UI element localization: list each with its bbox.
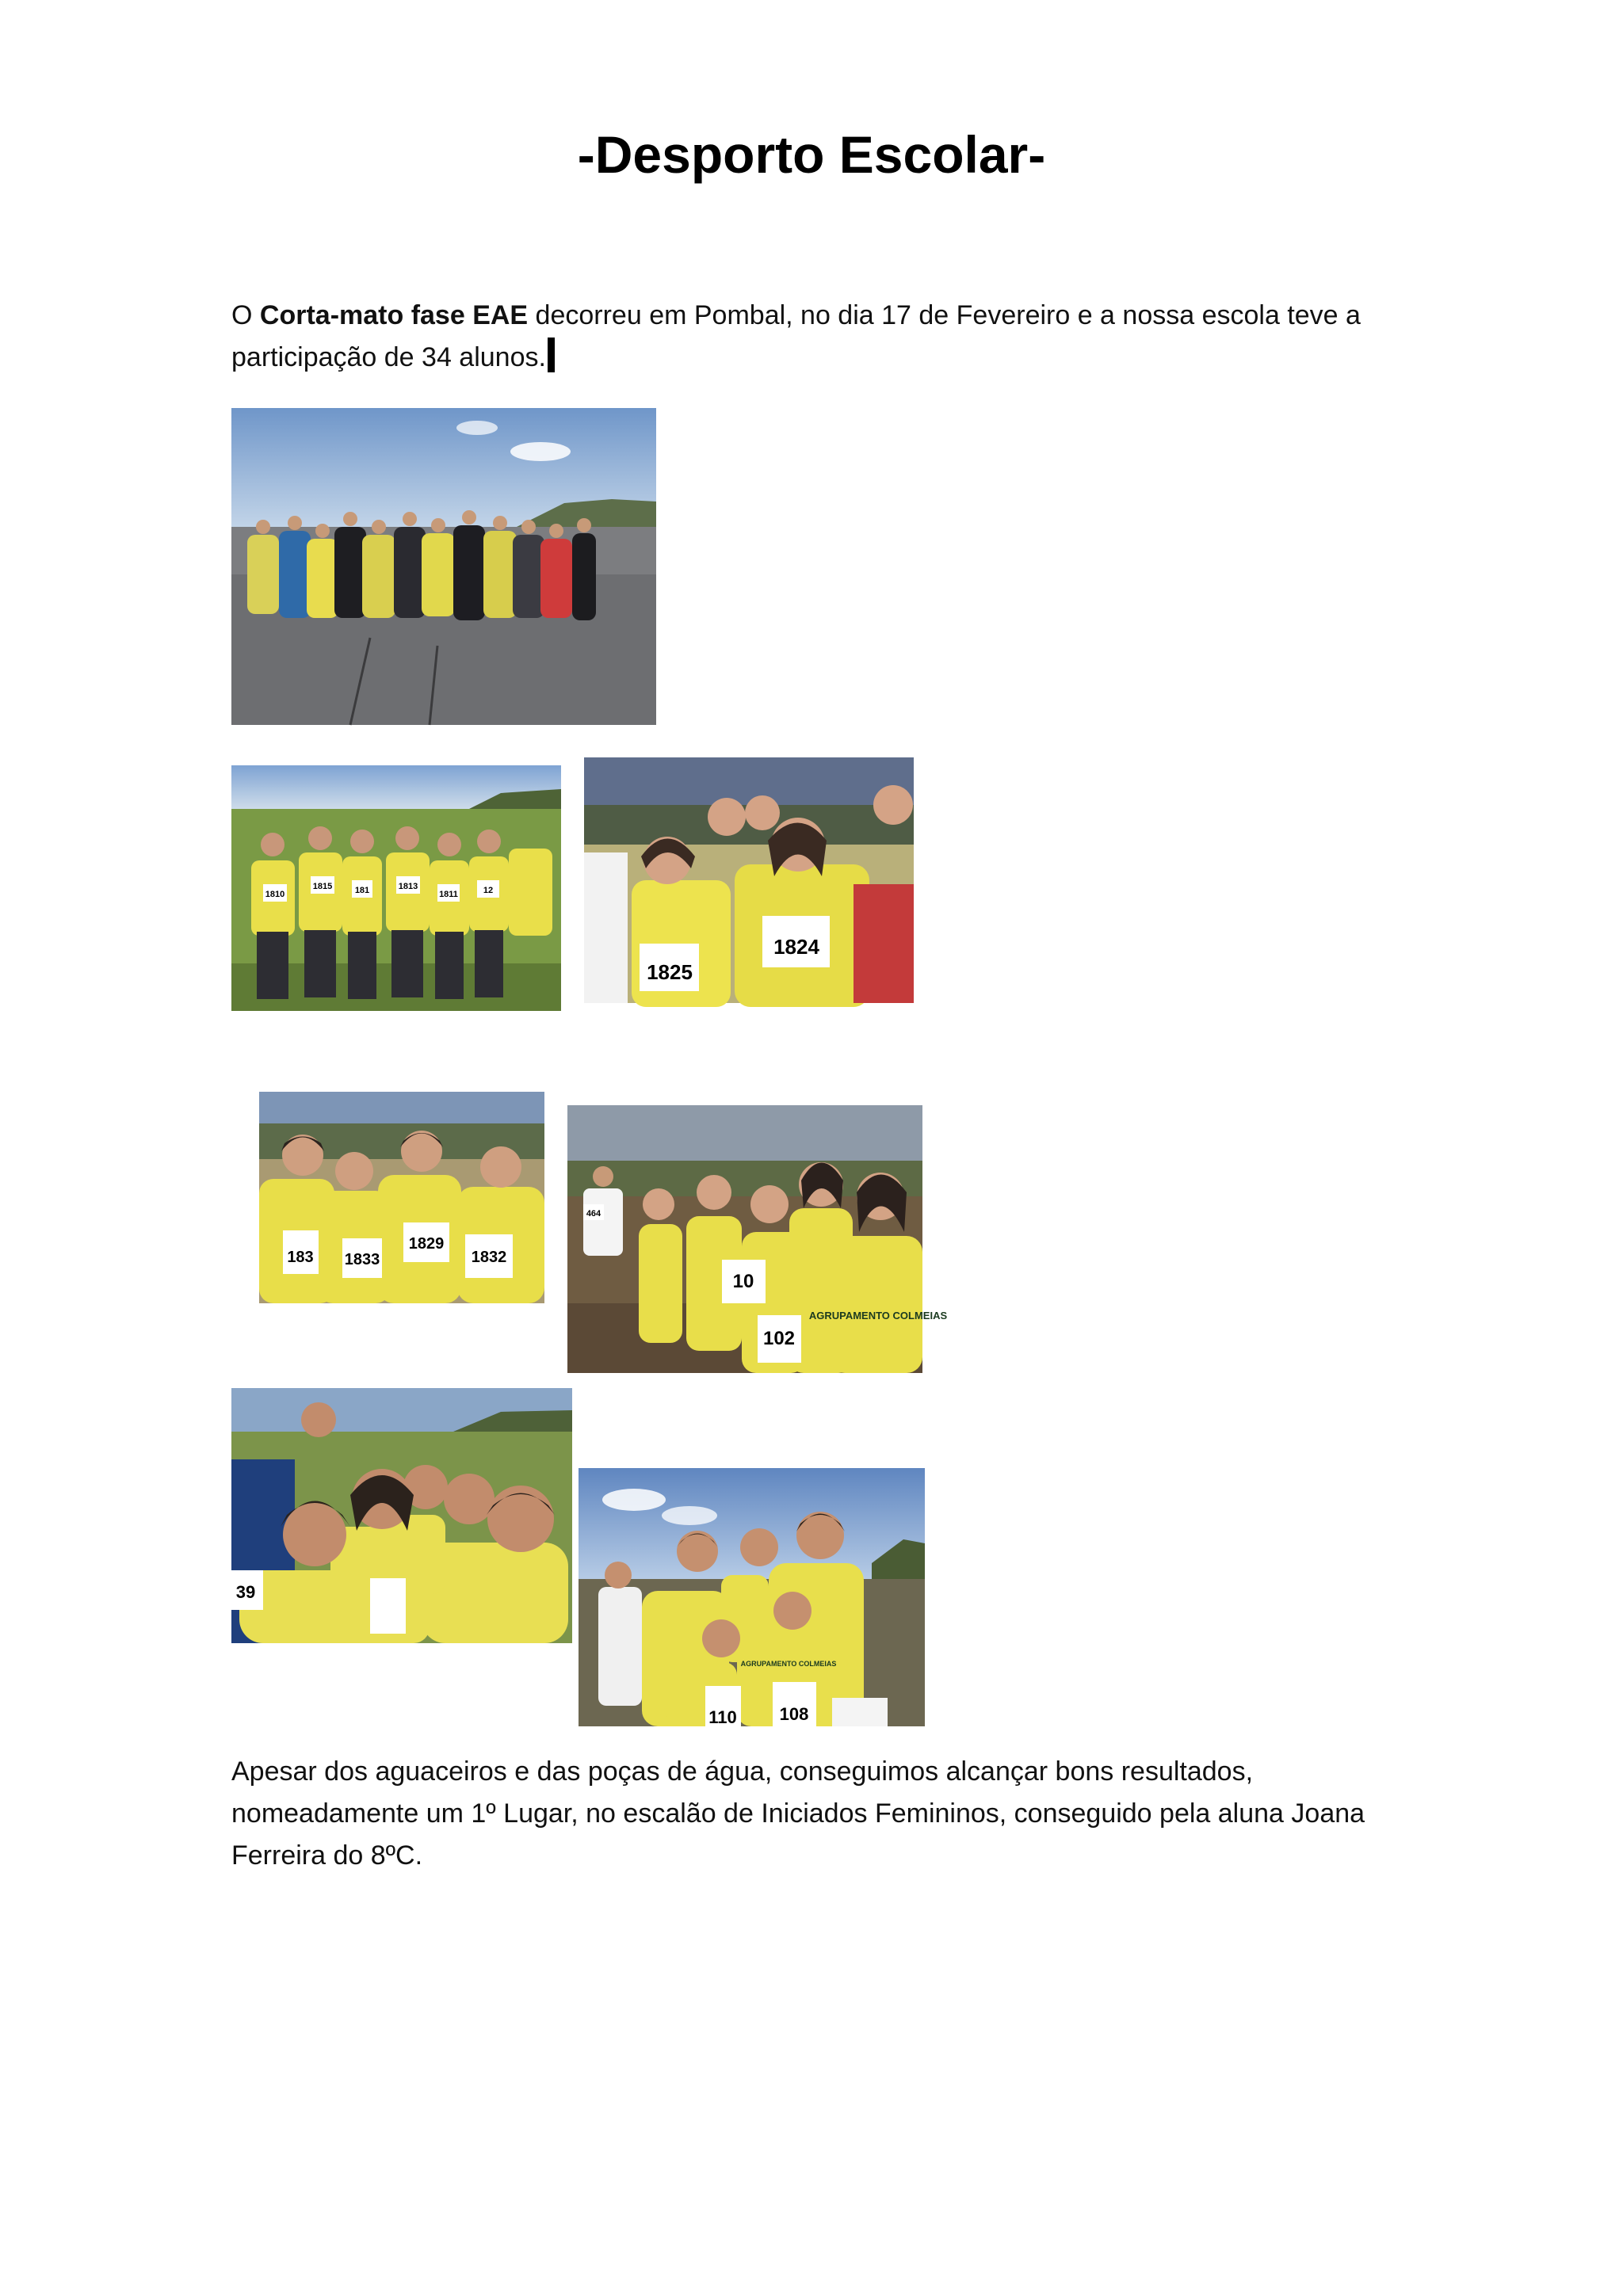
bib-label: 1815 (312, 882, 333, 891)
bib-label: 464 (586, 1209, 601, 1219)
bib-label: 1832 (471, 1249, 507, 1266)
closing-paragraph: Apesar dos aguaceiros e das poças de água, conseguimos alcançar bons resultados, nomeadamente um 1º Lugar, no escalão de Iniciados Femininos, conseguido pela aluna Joana Ferreira do 8ºC. (231, 1756, 1365, 1871)
bib-label: 1813 (398, 882, 418, 891)
bib-label: 183 (287, 1249, 314, 1266)
bib-label: 12 (483, 886, 494, 895)
bib-label: 102 (762, 1328, 796, 1349)
bib-label: 1810 (265, 890, 285, 899)
bib-label: 1824 (773, 935, 819, 959)
bib-label: 1825 (647, 960, 693, 984)
intro-bold-event: Corta-mato fase EAE (259, 300, 529, 330)
boys-group-photo (231, 1388, 572, 1643)
bib-label: 10 (732, 1271, 754, 1292)
bib-label: 110 (708, 1707, 737, 1727)
bib-label: 1811 (439, 890, 458, 899)
girls-line-photo (231, 765, 561, 1011)
bib-label: 1829 (408, 1235, 445, 1253)
girls-closeup-photo (584, 757, 914, 1003)
text-cursor (548, 338, 555, 372)
shirt-print: AGRUPAMENTO COLMEIAS (740, 1660, 837, 1668)
intro-paragraph (231, 295, 1388, 379)
group-photo (231, 408, 656, 725)
bib-label: 181 (354, 886, 370, 895)
bib-label: 1833 (344, 1251, 380, 1268)
intro-text: decorreu em Pombal, no dia 17 de Fevereiro e a nossa escola teve a participação de 34 alunos. (231, 300, 1361, 372)
bib-label: 108 (779, 1704, 809, 1724)
shirt-print: AGRUPAMENTO COLMEIAS (808, 1310, 948, 1322)
boys-closeup-photo (259, 1092, 544, 1303)
intro-prefix: O (231, 300, 260, 330)
boys-standing-photo (579, 1468, 925, 1726)
girls-field-photo (567, 1105, 948, 1373)
bib-label: 39 (235, 1582, 256, 1602)
page-title: -Desporto Escolar- (577, 125, 1046, 184)
